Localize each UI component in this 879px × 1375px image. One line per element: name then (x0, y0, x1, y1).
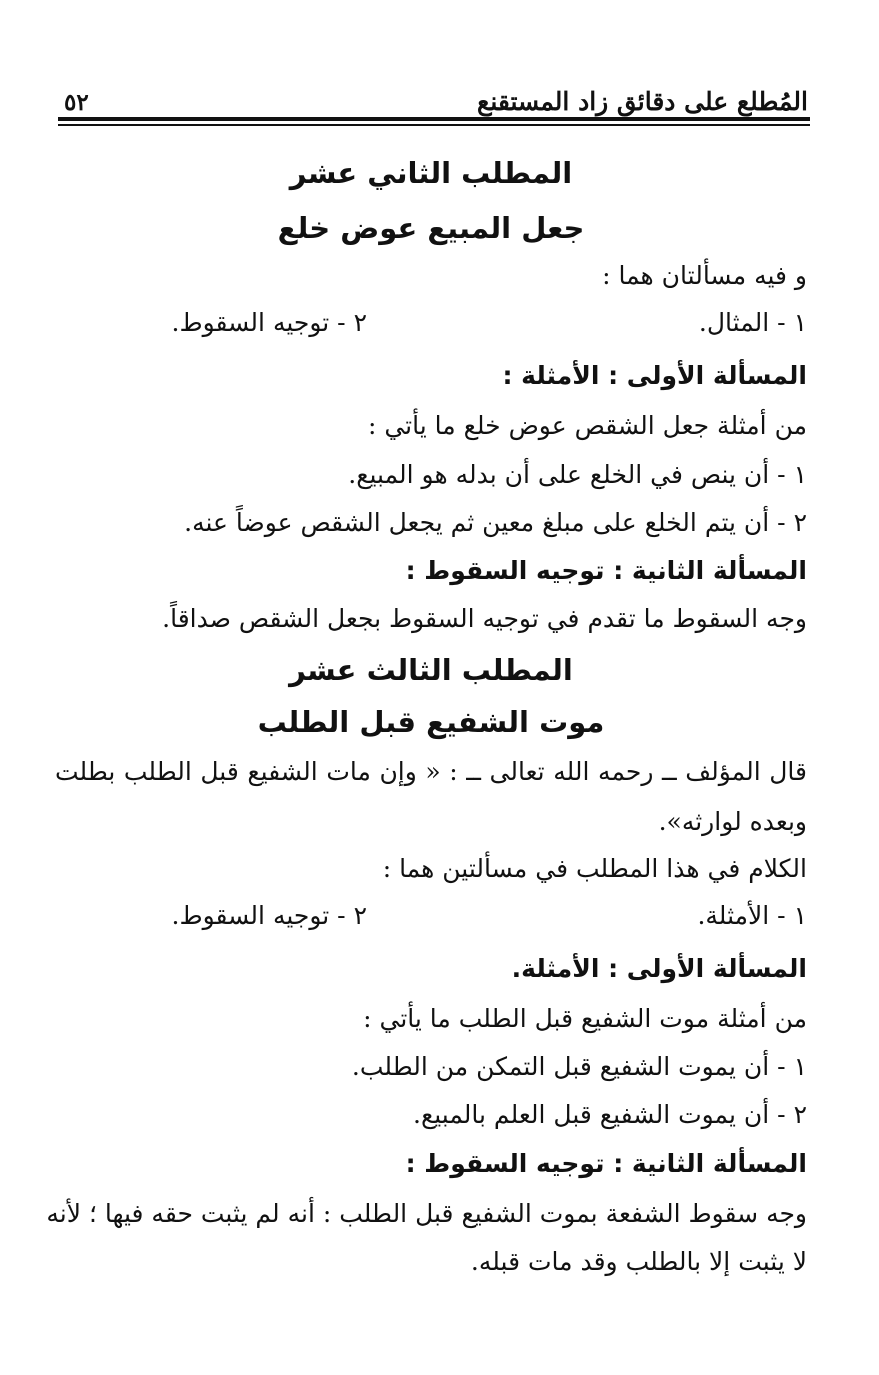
list-item: ٢ - أن يتم الخلع على مبلغ معين ثم يجعل الشقص عوضاً عنه. (184, 508, 807, 537)
paragraph: من أمثلة موت الشفيع قبل الطلب ما يأتي : (363, 1004, 807, 1033)
running-header (58, 62, 810, 116)
issue-heading: المسألة الثانية : توجيه السقوط : (405, 556, 807, 585)
quote-paragraph: قال المؤلف ــ رحمه الله تعالى ــ : « وإن مات الشفيع قبل الطلب بطلت (55, 757, 807, 786)
paragraph: و فيه مسألتان هما : (602, 261, 807, 290)
issue-heading: المسألة الثانية : توجيه السقوط : (405, 1149, 807, 1178)
list-item: ١ - الأمثلة. (697, 901, 807, 930)
list-item: ٢ - توجيه السقوط. (171, 308, 367, 337)
paragraph: وجه سقوط الشفعة بموت الشفيع قبل الطلب : أنه لم يثبت حقه فيها ؛ لأنه (46, 1199, 807, 1228)
header-rule-thin (58, 124, 810, 126)
header-rule-thick (58, 117, 810, 121)
section-title: المطلب الثاني عشر (289, 156, 573, 190)
list-item: ١ - المثال. (698, 308, 807, 337)
paragraph: الكلام في هذا المطلب في مسألتين هما : (382, 854, 807, 883)
issue-heading: المسألة الأولى : الأمثلة : (502, 361, 807, 390)
book-title: المُطلع على دقائق زاد المستقنع (477, 87, 808, 116)
list-row (55, 307, 807, 340)
list-item: ١ - أن يموت الشفيع قبل التمكن من الطلب. (351, 1052, 807, 1081)
section-title: المطلب الثالث عشر (289, 653, 573, 687)
list-item: ١ - أن ينص في الخلع على أن بدله هو المبيع. (348, 460, 807, 489)
issue-heading: المسألة الأولى : الأمثلة. (511, 954, 807, 983)
list-item: ٢ - توجيه السقوط. (171, 901, 367, 930)
quote-paragraph-end: وبعده لوارثه». (658, 807, 807, 836)
paragraph-end: لا يثبت إلا بالطلب وقد مات قبله. (470, 1247, 807, 1276)
section-subtitle: جعل المبيع عوض خلع (277, 211, 585, 245)
paragraph: وجه السقوط ما تقدم في توجيه السقوط بجعل الشقص صداقاً. (162, 604, 807, 633)
list-row (55, 900, 807, 933)
page-number: ٥٢ (64, 89, 89, 116)
list-item: ٢ - أن يموت الشفيع قبل العلم بالمبيع. (413, 1100, 807, 1129)
paragraph: من أمثلة جعل الشقص عوض خلع ما يأتي : (367, 411, 807, 440)
section-subtitle: موت الشفيع قبل الطلب (257, 705, 605, 739)
